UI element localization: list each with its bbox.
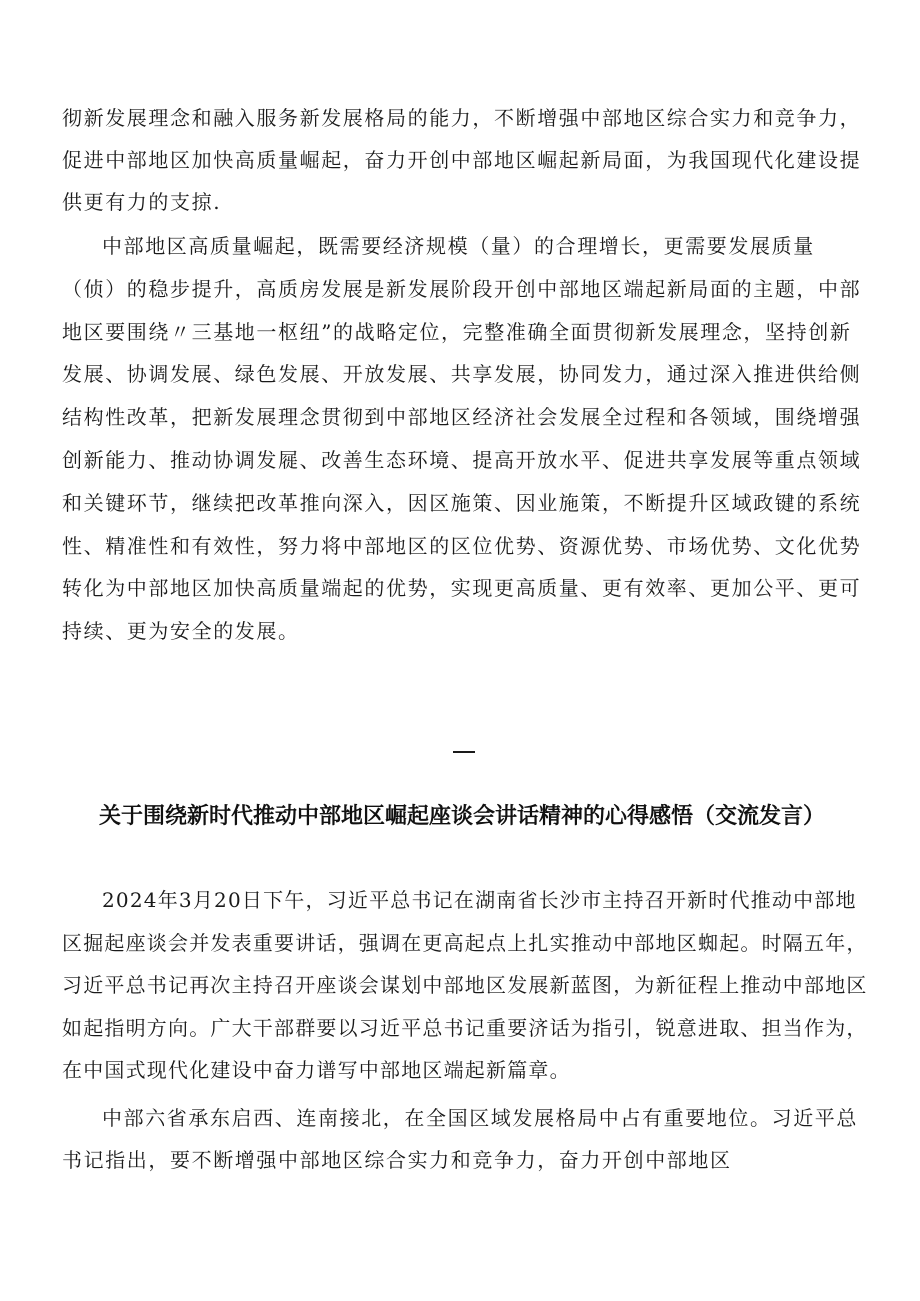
section-separator bbox=[453, 751, 475, 753]
section-title: 关于围绕新时代推动中部地区崛起座谈会讲话精神的心得感悟（交流发言） bbox=[98, 804, 825, 829]
paragraph-central-provinces: 中部六省承东启西、连南接北，在全国区域发展格局中占有重要地位。习近平总书记指出，要不断增强中部地区综合实力和竞争力，奋力开创中部地区 bbox=[62, 1106, 858, 1172]
paragraph-high-quality-rise: 中部地区高质量崛起，既需要经济规模（量）的合理增长，更需要发展质量（侦）的稳步提升，高质房发展是新发展阶段开创中部地区端起新局面的主题，中部地区要围绕〃三基地一枢纽”的战略定位，完整准确全面贯彻新发展理念，坚持创新发展、协调发展、绿色发展、开放发展、共享发展，协同发力，通过深入推进供给侧结构性改革，把新发展理念贯彻到中部地区经济社会发展全过程和各领域，围绕增强创新能力、推动协调发屣、改善生态环境、提高开放水平、促进共享发展等重点领域和关键环节，继续把改革推向深入，因区施策、因业施策，不断提升区域政键的系统性、精准性和有效性，努力将中部地区的区位优势、资源优势、市场优势、文化优势转化为中部地区加快高质量端起的优势，实现更高质量、更有效率、更加公平、更可持续、更为安全的发展。 bbox=[62, 234, 862, 644]
paragraph-meeting-intro: 2024年3月20日下午，习近平总书记在湖南省长沙市主持召开新时代推动中部地区掘起座谈会并发表重要讲话，强调在更高起点上扎实推动中部地区蜘起。时隔五年，习近平总书记再次主持召开座谈会谋划中部地区发展新蓝图，为新征程上推动中部地区如起指明方向。广大干部群要以习近平总书记重要济话为指引，锐意进取、担当作为，在中国式现代化建设中奋力谱写中部地区端起新篇章。 bbox=[62, 888, 868, 1082]
paragraph-continued: 彻新发展理念和融入服务新发展格局的能力，不断增强中部地区综合实力和竞争力，促进中部地区加快高质量崛起，奋力开创中部地区崛起新局面，为我国现代化建设提供更有力的支掠. bbox=[62, 106, 862, 214]
